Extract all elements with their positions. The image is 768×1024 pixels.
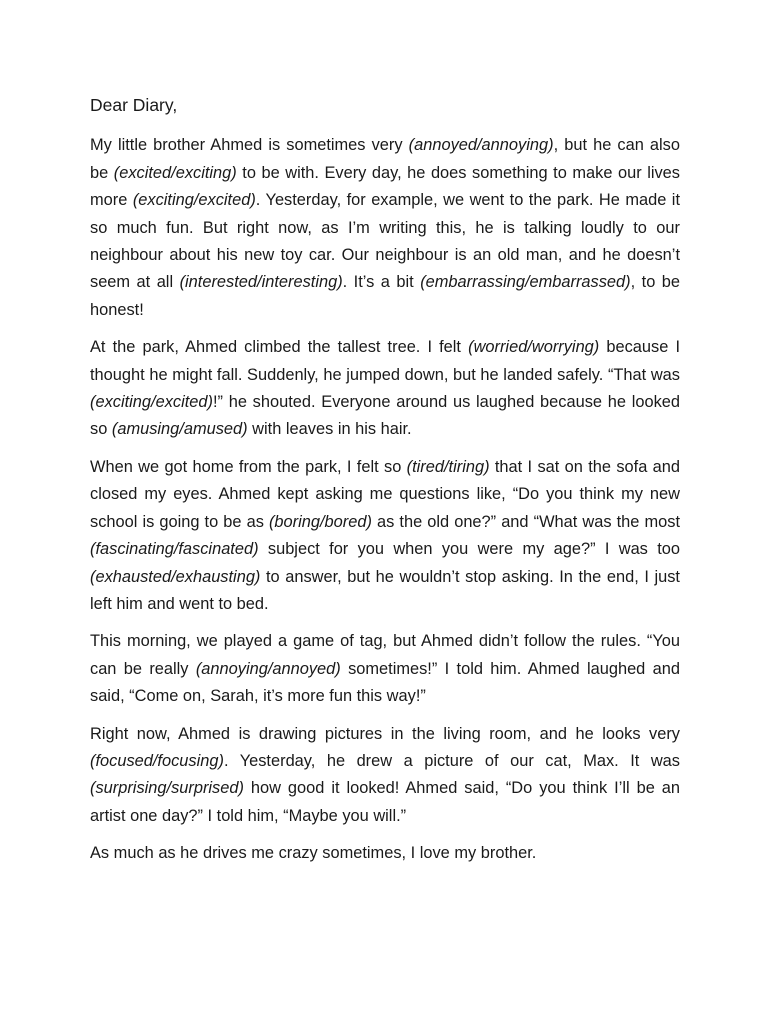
paragraph-text: My little brother Ahmed is sometimes very (90, 136, 409, 155)
diary-paragraph (90, 132, 680, 324)
diary-paragraph (90, 628, 680, 710)
paragraph-text: subject for you when you were my age?” I was too (258, 540, 680, 559)
word-choice-option: (embarrassing/embarrassed) (420, 273, 631, 292)
paragraph-text: , to be honest! (90, 273, 681, 319)
paragraph-text: At the park, Ahmed climbed the tallest tree. I felt (90, 338, 469, 357)
paragraph-text: !” he shouted. Everyone around us laughed because he looked so (90, 393, 680, 439)
paragraph-text: as the old one?” and “What was the most (371, 512, 680, 531)
word-choice-option: (fascinating/fascinated) (90, 540, 259, 559)
paragraph-text: how good it looked! Ahmed said, “Do you think I’ll be an artist one day?” I told him, “Maybe you will.” (90, 779, 680, 825)
word-choice-option: (worried/worrying) (468, 338, 600, 357)
salutation: Dear Diary, (90, 95, 178, 115)
word-choice-option: (boring/bored) (268, 512, 372, 531)
paragraph-text: to answer, but he wouldn’t stop asking. In the end, I just left him and went to bed. (90, 567, 680, 613)
word-choice-option: (focused/focusing) (90, 751, 224, 770)
word-choice-option: (amusing/amused) (111, 420, 248, 439)
paragraph-text: . Yesterday, he drew a picture of our cat, Max. It was (223, 751, 680, 770)
diary-paragraph (90, 721, 680, 831)
diary-paragraph (90, 454, 680, 618)
word-choice-option: (annoying/annoyed) (195, 659, 341, 678)
paragraph-text: . Yesterday, for example, we went to the park. He made it so much fun. But right now, as I’m writing this, he is talking loudly to our neighbour about his new toy car. Our neighbour is an old man, and he doesn’t seem at all (90, 191, 680, 292)
word-choice-option: (exciting/excited) (132, 191, 256, 210)
paragraph-text: , but he can also be (90, 136, 680, 182)
paragraph-text: When we got home from the park, I felt so (90, 457, 407, 476)
paragraph-text: because I thought he might fall. Suddenly, he jumped down, but he landed safely. “That was (90, 338, 681, 384)
paragraph-text: This morning, we played a game of tag, but Ahmed didn’t follow the rules. “You can be really (90, 632, 680, 678)
paragraph-text: sometimes!” I told him. Ahmed laughed and said, “Come on, Sarah, it’s more fun this way!” (90, 659, 680, 706)
word-choice-option: (annoyed/annoying) (408, 136, 554, 155)
paragraph-text: Right now, Ahmed is drawing pictures in the living room, and he looks very (90, 724, 680, 743)
diary-body (90, 132, 680, 867)
paragraph-text: with leaves in his hair. (247, 420, 412, 439)
word-choice-option: (surprising/surprised) (90, 779, 244, 798)
paragraph-text: . It’s a bit (342, 273, 421, 292)
word-choice-option: (excited/exciting) (113, 163, 237, 182)
word-choice-option: (exciting/excited) (90, 393, 213, 412)
diary-page (90, 92, 680, 878)
word-choice-option: (interested/interesting) (179, 273, 343, 292)
paragraph-text: that I sat on the sofa and closed my eyes. Ahmed kept asking me questions like, “Do you think my new school is going to be as (90, 457, 680, 531)
word-choice-option: (tired/tiring) (406, 457, 490, 476)
paragraph-text: to be with. Every day, he does something to make our lives more (90, 163, 680, 210)
diary-paragraph (90, 334, 680, 444)
diary-paragraph (90, 840, 680, 867)
paragraph-text: As much as he drives me crazy sometimes, I love my brother. (90, 844, 537, 863)
word-choice-option: (exhausted/exhausting) (90, 567, 261, 586)
